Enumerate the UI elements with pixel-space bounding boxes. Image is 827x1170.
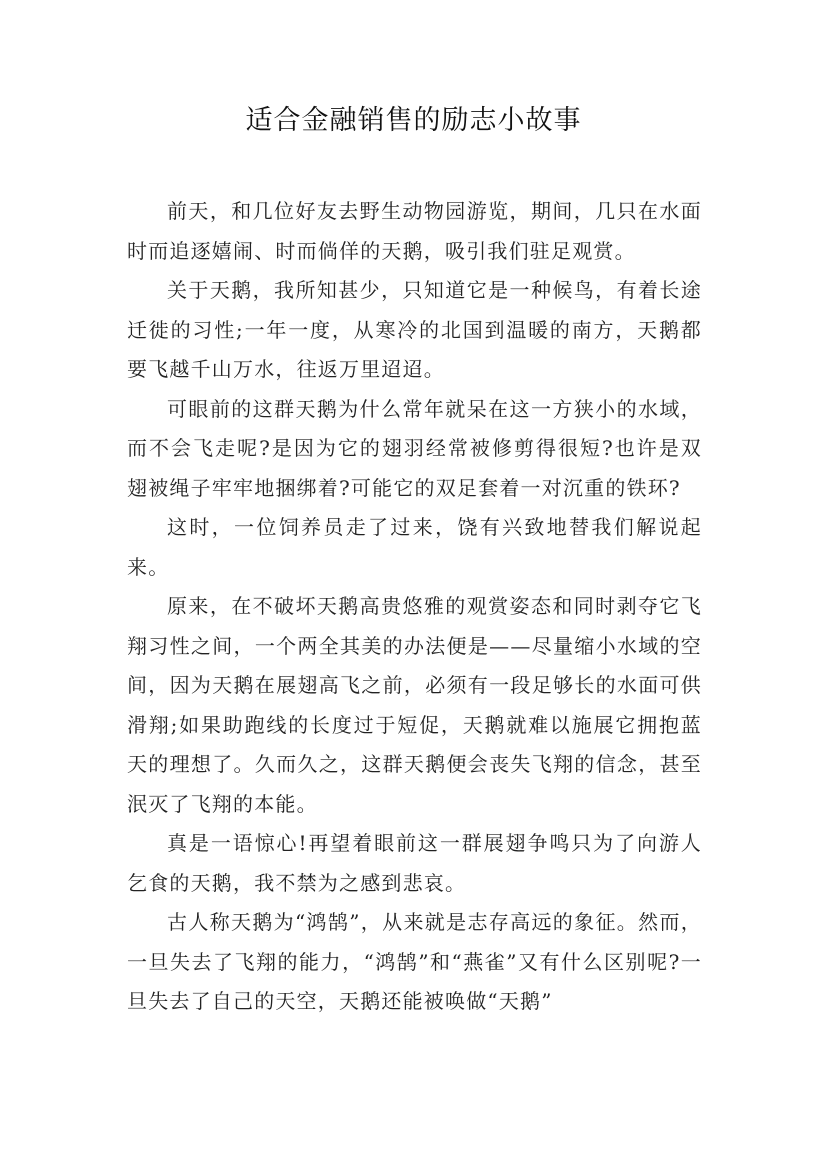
document-title: 适合金融销售的励志小故事 [245, 105, 582, 136]
paragraph: 古人称天鹅为“鸿鹄”，从来就是志存高远的象征。然而，一旦失去了飞翔的能力，“鸿鹄”和“燕雀”又有什么区别呢?一旦失去了自己的天空，天鹅还能被唤做“天鹅” [127, 910, 702, 1013]
paragraph: 前天，和几位好友去野生动物园游览，期间，几只在水面时而追逐嬉闹、时而倘佯的天鹅，吸引我们驻足观赏。 [127, 199, 702, 263]
paragraph: 原来，在不破坏天鹅高贵悠雅的观赏姿态和同时剥夺它飞翔习性之间，一个两全其美的办法便是——尽量缩小水域的空间，因为天鹅在展翅高飞之前，必须有一段足够长的水面可供滑翔;如果助跑线的长度过于短促，天鹅就难以施展它拥抱蓝天的理想了。久而久之，这群天鹅便会丧失飞翔的信念，甚至泯灭了飞翔的本能。 [127, 594, 702, 816]
document-body [127, 192, 702, 1022]
paragraph: 这时，一位饲养员走了过来，饶有兴致地替我们解说起来。 [127, 515, 702, 579]
paragraph: 真是一语惊心!再望着眼前这一群展翅争鸣只为了向游人乞食的天鹅，我不禁为之感到悲哀。 [127, 831, 702, 895]
paragraph: 关于天鹅，我所知甚少，只知道它是一种候鸟，有着长途迁徙的习性;一年一度，从寒冷的北国到温暖的南方，天鹅都要飞越千山万水，往返万里迢迢。 [127, 278, 702, 381]
paragraph: 可眼前的这群天鹅为什么常年就呆在这一方狭小的水域，而不会飞走呢?是因为它的翅羽经常被修剪得很短?也许是双翅被绳子牢牢地捆绑着?可能它的双足套着一对沉重的铁环? [127, 396, 702, 500]
